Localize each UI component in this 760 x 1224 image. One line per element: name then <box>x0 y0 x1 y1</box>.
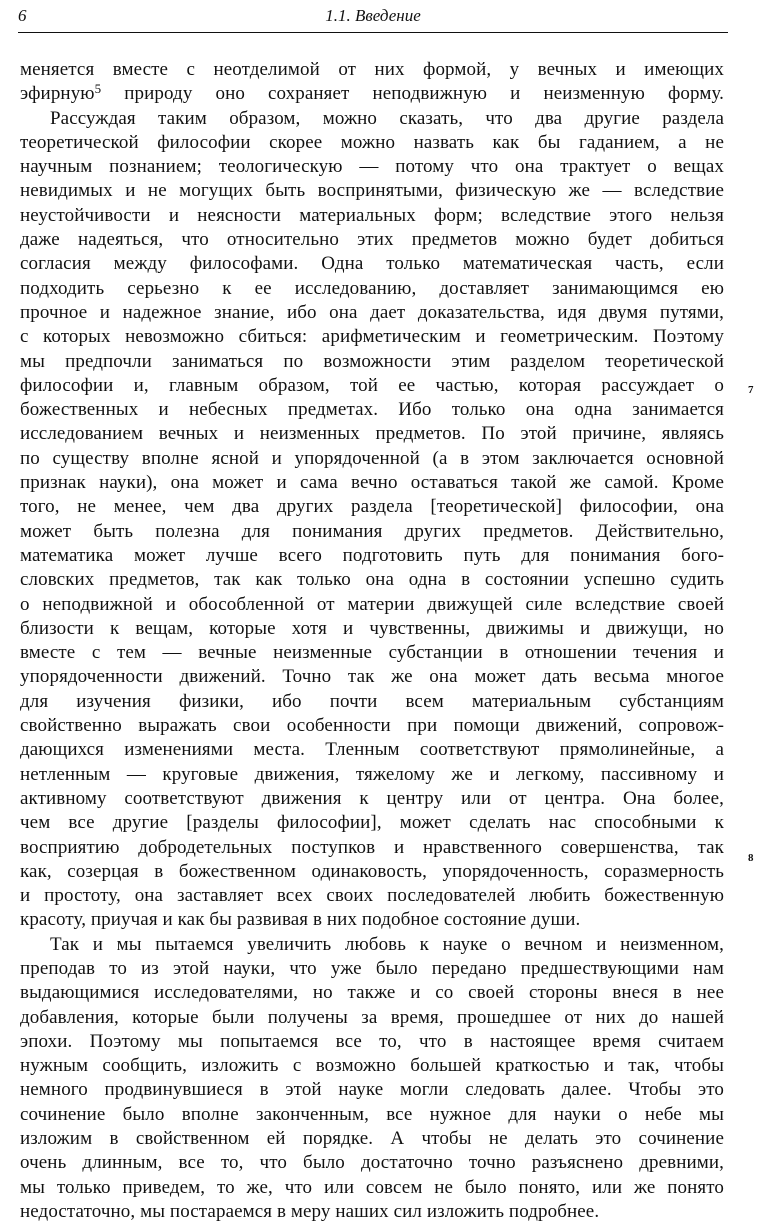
text-line: выдающимися исследователями, но также и со своей стороны внеся в нее <box>20 982 724 1004</box>
text-line: с которых невозможно сбиться: арифметическим и геометрическим. Поэтому <box>20 326 724 348</box>
text-line: восприятию добродетельных поступков и нравственного совершенства, так <box>20 836 724 858</box>
text-line: дающихся изменениями места. Тленным соответствуют прямолинейные, а <box>20 739 724 761</box>
text-line: подходить серьезно к ее исследованию, доставляет занимающимся ею <box>20 277 724 299</box>
text-line: немного продвинувшиеся в этой науке могли следовать далее. Чтобы это <box>20 1079 724 1101</box>
text-line: активному соответствуют движения к центру или от центра. Она более, <box>20 787 724 809</box>
text-line: преподав то из этой науки, что уже было передано предшествующими нам <box>20 957 724 979</box>
text-line: чем все другие [разделы философии], может сделать нас способными к <box>20 812 724 834</box>
text-line: о неподвижной и обособленной от материи движущей силе вследствие своей <box>20 593 724 615</box>
text-line: Рассуждая таким образом, можно сказать, что два другие раздела <box>50 107 724 129</box>
text-line: божественных и небесных предметах. Ибо только она одна занимается <box>20 399 724 421</box>
text-line: вместе с тем — вечные неизменные субстанции в отношении течения и <box>20 642 724 664</box>
text-line: меняется вместе с неотделимой от них формой, у вечных и имеющих <box>20 59 724 80</box>
text-line: Так и мы пытаемся увеличить любовь к науке о вечном и неизменном, <box>50 933 724 955</box>
text-line: мы только приведем, то же, что или совсем не было понято, или же понято <box>20 1176 724 1198</box>
text-line: того, не менее, чем два других раздела [теоретической] философии, она <box>20 496 724 518</box>
text-line: упорядоченности движений. Точно так же она может дать весьма многое <box>20 666 724 688</box>
text-line: сочинение было вполне законченным, все нужное для науки о небе мы <box>20 1103 724 1125</box>
text-line: для изучения физики, ибо почти всем материальным субстанциям <box>20 690 724 712</box>
text-line: философии и, главным образом, той ее частью, которая рассуждает о <box>20 374 724 396</box>
text-line: изложим в свойственном ей порядке. А чтобы не делать это сочинение <box>20 1128 724 1150</box>
page-number: 6 <box>18 6 27 25</box>
text-line: может быть полезна для понимания других предметов. Действительно, <box>20 520 724 542</box>
text-line: исследованием вечных и неизменных предметов. По этой причине, являясь <box>20 423 724 445</box>
text-line: красоту, приучая и как бы развивая в них подобное состояние души. <box>20 909 581 931</box>
text-line: нужным сообщить, изложить с возможно большей краткостью и так, чтобы <box>20 1055 724 1077</box>
text-line: и простоту, она заставляет всех своих последователей любить божественную <box>20 885 724 907</box>
text-line: недостаточно, мы постараемся в меру наших сил изложить подробнее. <box>20 1200 600 1222</box>
text-line: научным познанием; теологическую — потому что она трактует о вещах <box>20 156 724 178</box>
text-line: свойственно выражать свои особенности при помощи движений, сопровож- <box>20 715 724 737</box>
text-line: прочное и надежное знание, ибо она дает доказательства, идя двумя путями, <box>20 301 724 323</box>
text-line: по существу вполне ясной и упорядоченной (а в этом заключается основной <box>20 447 724 469</box>
text-line: даже надеяться, что относительно этих предметов можно будет добиться <box>20 229 724 251</box>
text-line: близости к вещам, которые хотя и чувственны, движимы и движущи, но <box>20 617 724 639</box>
text-line: добавления, которые были получены за время, прошедшее от них до нашей <box>20 1006 724 1028</box>
text-fragment: природу оно сохраняет неподвижную и неизменную форму. <box>124 83 724 105</box>
text-line: как, созерцая в божественном одинаковость, упорядоченность, соразмерность <box>20 860 724 882</box>
text-line: нетленным — круговые движения, тяжелому же и легкому, пассивному и <box>20 763 724 785</box>
text-line: мы предпочли заниматься по возможности этим разделом теоретической <box>20 350 724 372</box>
body-text <box>20 58 724 1224</box>
text-line <box>20 82 724 106</box>
text-line: эпохи. Поэтому мы попытаемся все то, что в настоящее время считаем <box>20 1030 724 1052</box>
text-line: невидимых и не могущих быть воспринятыми, физическую же — вследствие <box>20 180 724 202</box>
text-line: согласия между философами. Одна только математическая часть, если <box>20 253 724 275</box>
text-line: неустойчивости и неясности материальных форм; вследствие этого нельзя <box>20 204 724 226</box>
text-line: признак науки), она может и сама вечно оставаться такой же самой. Кроме <box>20 472 724 494</box>
header-rule <box>18 32 728 33</box>
page-header <box>18 6 728 32</box>
text-line: очень длинным, все то, что было достаточно точно разъяснено древними, <box>20 1152 724 1174</box>
running-title: 1.1. Введение <box>325 6 421 25</box>
footnote-marker: 5 <box>94 82 102 97</box>
text-fragment: эфирную <box>20 83 95 105</box>
margin-number: 7 <box>748 384 754 396</box>
text-line: словских предметов, так как только она одна в состоянии успешно судить <box>20 569 724 591</box>
text-line: математика может лучше всего подготовить путь для понимания бого- <box>20 544 724 566</box>
text-line: теоретической философии скорее можно назвать как бы гаданием, а не <box>20 131 724 153</box>
margin-number: 8 <box>748 852 754 864</box>
